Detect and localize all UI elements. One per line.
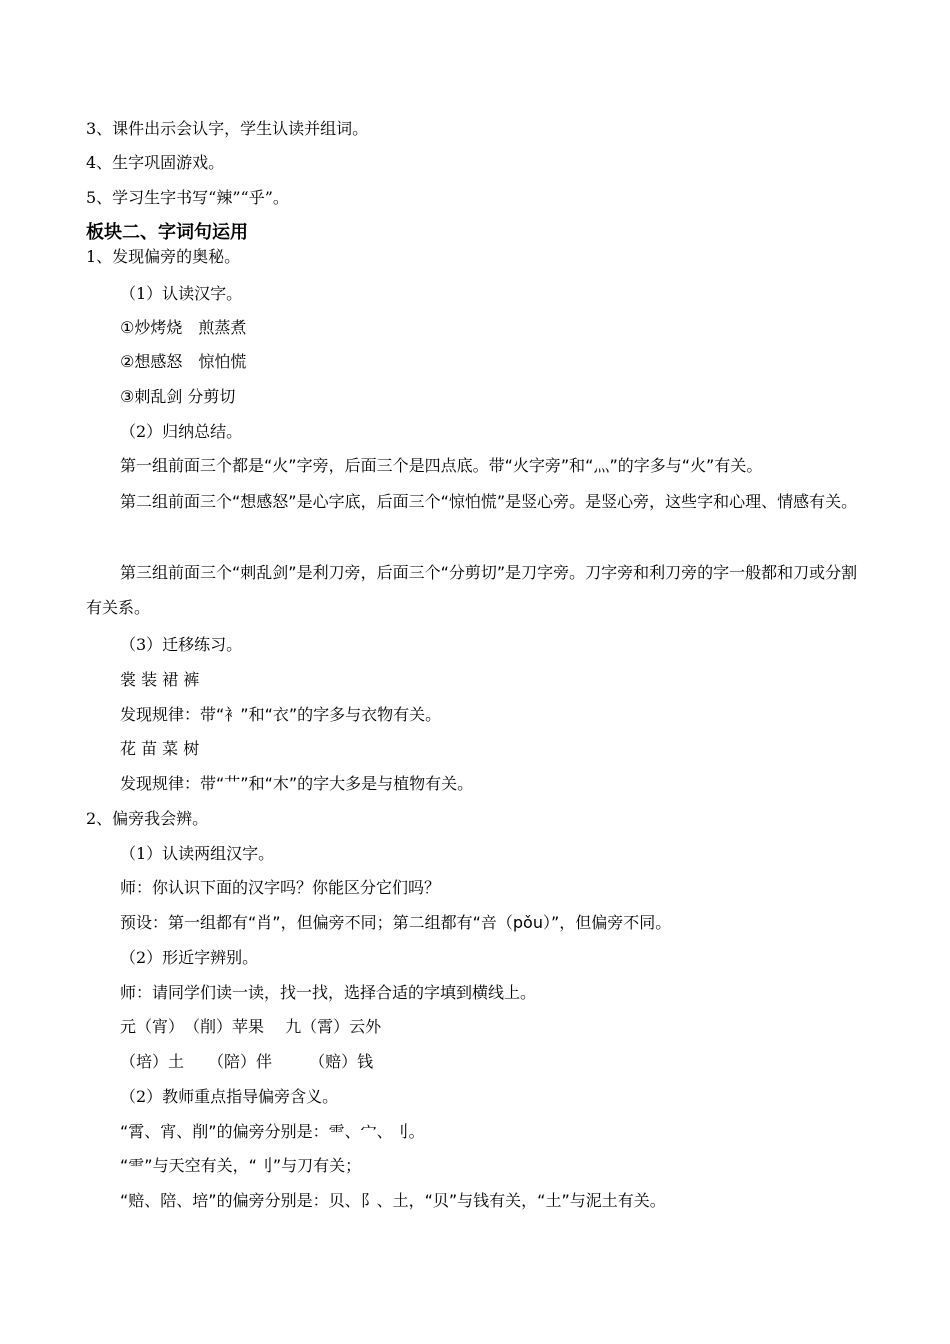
character-group: ③刺乱剑 分剪切 — [120, 387, 236, 406]
list-item: 2、偏旁我会辨。 — [86, 809, 209, 828]
paragraph: 第三组前面三个“刺乱剑”是利刀旁，后面三个“分剪切”是刀字旁。刀字旁和利刀旁的字一般都和刀或分割有关系。 — [86, 563, 858, 617]
exercise-line: （培）土 （陪）伴 （赔）钱 — [120, 1052, 374, 1071]
list-item: 1、发现偏旁的奥秘。 — [86, 247, 241, 266]
paragraph: 师：你认识下面的汉字吗？你能区分它们吗？ — [120, 878, 441, 897]
list-item: 5、学习生字书写“辣”“乎”。 — [86, 188, 289, 207]
exercise-line: 元（宵） （削）苹果 九（霄）云外 — [120, 1017, 382, 1036]
sub-item: （2）教师重点指导偏旁含义。 — [120, 1087, 339, 1106]
character-group: 裳 装 裙 裤 — [120, 670, 200, 689]
paragraph: 第二组前面三个“想感怒”是心字底，后面三个“惊怕慌”是竖心旁。是竖心旁，这些字和心理、情感有关。 — [120, 492, 858, 511]
character-group: 花 苗 菜 树 — [120, 739, 200, 758]
paragraph: 预设：第一组都有“肖”，但偏旁不同；第二组都有“咅（pǒu）”，但偏旁不同。 — [120, 913, 672, 932]
character-group: ②想感怒 惊怕慌 — [120, 352, 247, 371]
paragraph: 第一组前面三个都是“火”字旁，后面三个是四点底。带“火字旁”和“灬”的字多与“火”有关。 — [120, 456, 763, 475]
character-group: ①炒烤烧 煎蒸煮 — [120, 318, 247, 337]
sub-item: （1）认读汉字。 — [120, 284, 243, 303]
paragraph: “⻗”与天空有关，“刂”与刀有关； — [120, 1156, 362, 1175]
sub-item: （2）归纳总结。 — [120, 422, 243, 441]
sub-item: （3）迁移练习。 — [120, 635, 243, 654]
list-item: 3、课件出示会认字，学生认读并组词。 — [86, 119, 369, 138]
paragraph: 师：请同学们读一读，找一找，选择合适的字填到横线上。 — [120, 983, 537, 1002]
sub-item: （1）认读两组汉字。 — [120, 844, 275, 863]
paragraph: “赔、陪、培”的偏旁分别是：贝、阝、土，“贝”与钱有关，“土”与泥土有关。 — [120, 1191, 666, 1210]
paragraph: 发现规律：带“艹”和“木”的字大多是与植物有关。 — [120, 774, 474, 793]
section-heading: 板块二、字词句运用 — [86, 222, 248, 243]
paragraph: 发现规律：带“衤”和“衣”的字多与衣物有关。 — [120, 705, 442, 724]
sub-item: （2）形近字辨别。 — [120, 948, 259, 967]
paragraph: “霄、宵、削”的偏旁分别是：⻗、宀、刂。 — [120, 1122, 425, 1141]
list-item: 4、生字巩固游戏。 — [86, 153, 225, 172]
